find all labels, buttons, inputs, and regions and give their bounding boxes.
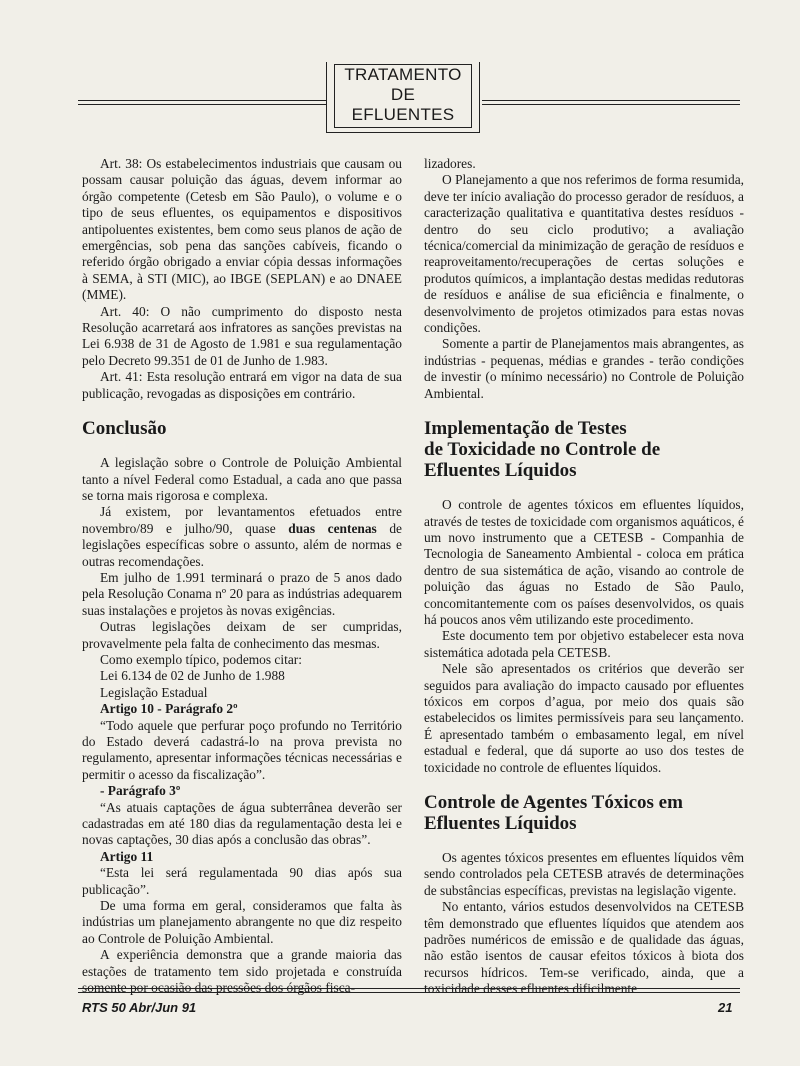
paragraph: Como exemplo típico, podemos citar: xyxy=(100,651,302,667)
paragraph: Outras legislações deixam de ser cumpridas, provavelmente pela falta de conhecimento das mesmas. xyxy=(82,619,402,651)
paragraph: De uma forma em geral, consideramos que falta às indústrias um planejamento abrangente no que diz respeito ao Controle de Poluição Ambiental. xyxy=(82,898,402,946)
footer-issue: RTS 50 Abr/Jun 91 xyxy=(82,1000,197,1015)
heading-line: Efluentes Líquidos xyxy=(424,460,577,482)
paragraph: lizadores. xyxy=(424,156,476,171)
section-title-line: DE xyxy=(390,85,416,104)
heading-line: Implementação de Testes xyxy=(424,418,627,440)
paragraph: Somente a partir de Planejamentos mais abrangentes, as indústrias - pequenas, médias e grandes - terão condições de investir (o mínimo necessário) no Controle de Poluição Ambiental. xyxy=(424,336,744,401)
paragraph: O Planejamento a que nos referimos de forma resumida, deve ter início avaliação do processo gerador de resíduos, a caracterização qualitativa e quantitativa destes resíduos - dentro do seu ciclo produtivo; a avaliação técnica/comercial da minimização de geração de resíduos e reaproveitamento/recuperações de certas soluções e produtos químicos, a implantação destas medidas redutoras de resíduos e análise de sua eficiência e finalmente, o desenvolvimento de projetos otimizados para estas novas condições. xyxy=(424,172,744,336)
heading-line: de Toxicidade no Controle de xyxy=(424,439,661,461)
section-title-line: TRATAMENTO xyxy=(344,65,462,84)
paragraph-bold: Artigo 11 xyxy=(100,848,154,864)
heading-line: Controle de Agentes Tóxicos em xyxy=(424,792,683,813)
heading-conclusao: Conclusão xyxy=(82,418,167,440)
paragraph: No entanto, vários estudos desenvolvidos na CETESB têm demonstrado que efluentes líquidos que atendem aos padrões numéricos de emissão e de qualidade das águas, não estão isentos de causar efeitos tóxicos à biota dos recursos hídricos. Tem-se verificado, ainda, que a toxicidade desses efluentes dificilmente xyxy=(424,899,744,997)
footer-rule xyxy=(78,992,740,993)
paragraph: O controle de agentes tóxicos em efluentes líquidos, através de testes de toxicidade com organismos aquáticos, é um novo instrumento que a CETESB - Companhia de Tecnologia de Saneamento Ambiental - coloca em prática dentro de sua sistemática de ação, visando ao controle de poluição das águas no Estado de São Paulo, concomitantemente com os países desenvolvidos, os quais há poucos anos vêm utilizando este procedimento. xyxy=(424,497,744,627)
paragraph: Em julho de 1.991 terminará o prazo de 5 anos dado pela Resolução Conama nº 20 para as indústrias adequarem suas instalações e projetos às novas exigências. xyxy=(82,569,402,618)
paragraph: Nele são apresentados os critérios que deverão ser seguidos para avaliação do impacto causado por efluentes tóxicos em corpos d’agua, por meio dos quais são estabelecidos os limites permissíveis para seu lançamento. É apresentado também o embasamento legal, em nível estadual e federal, que dá suporte ao uso dos testes de toxicidade no controle de efluentes líquidos. xyxy=(424,661,744,775)
paragraph: Lei 6.134 de 02 de Junho de 1.988 xyxy=(100,668,285,684)
heading-line: Efluentes Líquidos xyxy=(424,813,577,834)
quote: “As atuais captações de água subterrânea deverão ser cadastradas em até 180 dias da regulamentação desta lei e novas captações, 30 dias após a conclusão das obras”. xyxy=(82,799,402,848)
bold-text: duas centenas xyxy=(288,520,377,536)
footer-rule xyxy=(78,988,740,989)
paragraph: Este documento tem por objetivo estabelecer esta nova sistemática adotada pela CETESB. xyxy=(424,628,744,660)
paragraph: A experiência demonstra que a grande maioria das estações de tratamento tem sido projetada e construída somente por ocasião das pressões dos órgãos fisca- xyxy=(82,947,402,996)
paragraph: Art. 41: Esta resolução entrará em vigor na data de sua publicação, revogadas as disposições em contrário. xyxy=(82,369,402,401)
header-rule-left xyxy=(78,100,332,101)
paragraph-bold: Artigo 10 - Parágrafo 2º xyxy=(100,701,238,717)
header-rule-right xyxy=(482,104,740,105)
right-column xyxy=(424,156,744,998)
text-run: de legislações específicas sobre o assunto, além de normas e outras recomendações. xyxy=(82,520,402,569)
paragraph: A legislação sobre o Controle de Poluição Ambiental tanto a nível Federal como Estadual, a cada ano que passa se torna mais rigorosa e complexa. xyxy=(82,455,402,503)
left-column xyxy=(82,156,402,997)
paragraph-bold: - Parágrafo 3º xyxy=(100,783,181,799)
paragraph xyxy=(82,504,402,570)
quote: “Todo aquele que perfurar poço profundo no Território do Estado deverá cadastrá-lo na prova prevista no regulamento, apresentar informações técnicas necessárias e permitir o acesso da fiscalização”. xyxy=(82,717,402,782)
section-title-box xyxy=(334,64,472,128)
header-rule-right xyxy=(482,100,740,101)
header-rule-left xyxy=(78,104,332,105)
paragraph: Legislação Estadual xyxy=(100,684,208,700)
text-run: Já existem, por levantamentos efetuados entre novembro/89 e julho/90, quase xyxy=(82,504,402,536)
paragraph: Art. 40: O não cumprimento do disposto nesta Resolução acarretará aos infratores as sanções previstas na Lei 6.938 de 31 de Agosto de 1.981 e sua regulamentação pelo Decreto 99.351 de 01 de Junho de 1.983. xyxy=(82,303,402,368)
paragraph: Os agentes tóxicos presentes em efluentes líquidos vêm sendo controlados pela CETESB através de determinações de substâncias específicas, previstas na legislação vigente. xyxy=(424,850,744,898)
section-title-line: EFLUENTES xyxy=(351,105,455,124)
page-number: 21 xyxy=(718,1000,733,1015)
quote: “Esta lei será regulamentada 90 dias após sua publicação”. xyxy=(82,865,402,897)
heading-controle xyxy=(424,792,744,834)
heading-implementacao xyxy=(424,418,744,481)
paragraph: Art. 38: Os estabelecimentos industriais que causam ou possam causar poluição das águas, devem informar ao órgão competente (Cetesb em São Paulo), o volume e o tipo de seus efluentes, os equipamentos e dispositivos antipoluentes existentes, bem como seus planos de ação de emergências, sob pena das sanções cabíveis, ficando o referido órgão obrigado a enviar cópia dessas informações à SEMA, à STI (MIC), ao IBGE (SEPLAN) e ao DNAEE (MME). xyxy=(82,156,402,303)
